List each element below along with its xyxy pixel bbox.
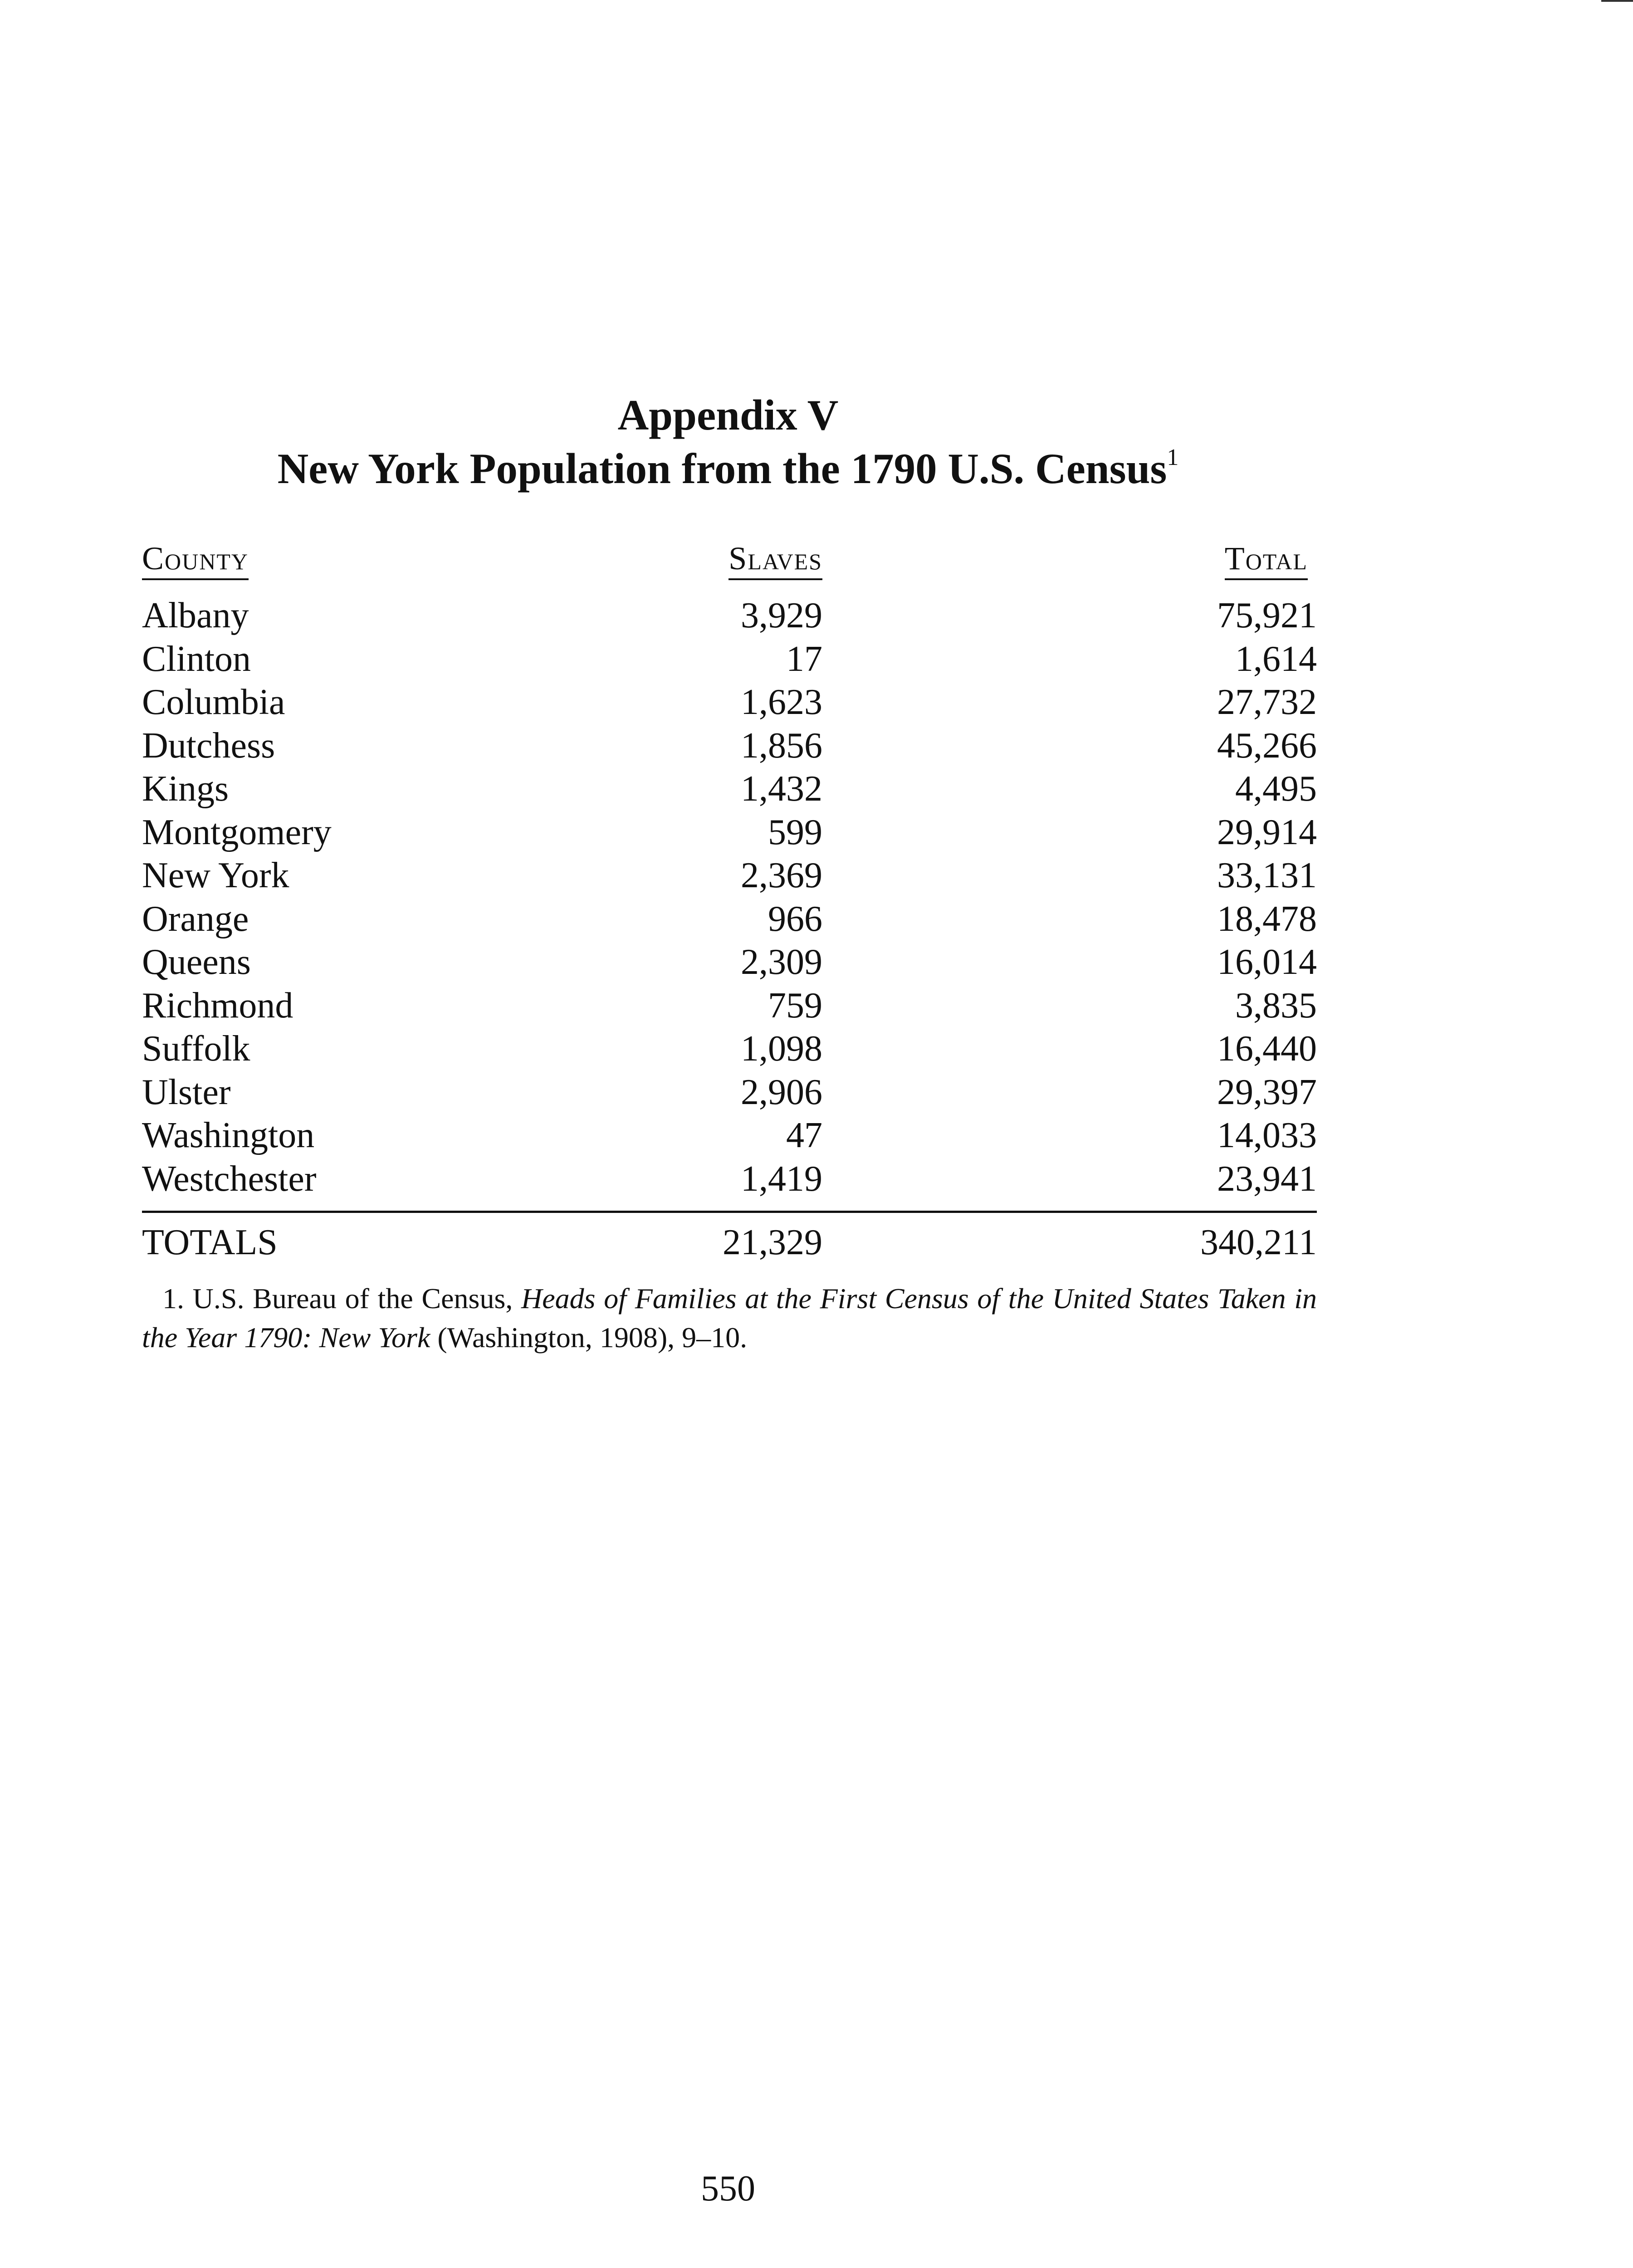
total-cell: 1,614	[1235, 639, 1317, 679]
total-cell: 29,397	[1217, 1072, 1317, 1112]
table-header	[142, 540, 1317, 585]
total-cell: 16,440	[1217, 1029, 1317, 1069]
table-row	[142, 811, 1317, 855]
total-cell: 14,033	[1217, 1115, 1317, 1155]
page-number: 550	[701, 2169, 755, 2209]
total-cell: 45,266	[1217, 725, 1317, 766]
slaves-cell: 17	[786, 639, 822, 679]
total-cell: 16,014	[1217, 942, 1317, 982]
slaves-cell: 759	[768, 985, 822, 1026]
table-row	[142, 724, 1317, 768]
total-cell: 18,478	[1217, 899, 1317, 939]
total-cell: 33,131	[1217, 855, 1317, 895]
header-slaves: Slaves	[728, 540, 822, 580]
footnote-marker: 1	[1167, 445, 1179, 470]
appendix-subtitle	[0, 444, 1456, 494]
county-cell: Kings	[142, 769, 229, 809]
slaves-cell: 47	[786, 1115, 822, 1155]
table-row	[142, 1114, 1317, 1158]
county-cell: Westchester	[142, 1158, 317, 1199]
header-county: County	[142, 540, 249, 580]
population-table	[142, 540, 1317, 1264]
slaves-cell: 599	[768, 812, 822, 852]
totals-slaves: 21,329	[723, 1222, 822, 1262]
total-cell: 29,914	[1217, 812, 1317, 852]
total-cell: 3,835	[1235, 985, 1317, 1026]
table-row	[142, 898, 1317, 941]
total-cell: 4,495	[1235, 769, 1317, 809]
header-total: Total	[1225, 540, 1308, 580]
table-row	[142, 984, 1317, 1028]
table-body	[142, 594, 1317, 1201]
total-cell: 75,921	[1217, 596, 1317, 635]
county-cell: Albany	[142, 596, 249, 635]
slaves-cell: 1,432	[741, 769, 822, 809]
total-cell: 27,732	[1217, 682, 1317, 722]
table-row	[142, 638, 1317, 681]
table-row	[142, 941, 1317, 984]
slaves-cell: 966	[768, 899, 822, 939]
slaves-cell: 2,369	[741, 855, 822, 895]
footnote-number: 1.	[162, 1282, 184, 1315]
county-cell: Queens	[142, 942, 251, 982]
totals-row	[142, 1221, 1317, 1264]
slaves-cell: 2,906	[741, 1072, 822, 1112]
slaves-cell: 3,929	[741, 596, 822, 635]
table-row	[142, 1158, 1317, 1201]
subtitle-text: New York Population from the 1790 U.S. Census	[277, 445, 1167, 493]
table-row	[142, 594, 1317, 638]
county-cell: New York	[142, 855, 289, 895]
county-cell: Richmond	[142, 985, 293, 1026]
slaves-cell: 1,098	[741, 1029, 822, 1069]
county-cell: Orange	[142, 899, 249, 939]
footnote-text-after: (Washington, 1908), 9–10.	[437, 1321, 748, 1354]
total-cell: 23,941	[1217, 1158, 1317, 1199]
footnote-italic-title: Heads of Families at the First Census of the United States Taken in the Year 1790: New York	[142, 1282, 1317, 1354]
slaves-cell: 2,309	[741, 942, 822, 982]
totals-total: 340,211	[1200, 1222, 1317, 1262]
county-cell: Dutchess	[142, 725, 275, 766]
county-cell: Suffolk	[142, 1029, 250, 1069]
title-block	[0, 390, 1456, 494]
slaves-cell: 1,856	[741, 725, 822, 766]
county-cell: Washington	[142, 1115, 315, 1155]
footnote	[142, 1279, 1317, 1357]
slaves-cell: 1,419	[741, 1158, 822, 1199]
county-cell: Ulster	[142, 1072, 231, 1112]
table-row	[142, 1071, 1317, 1114]
appendix-title: Appendix V	[617, 391, 839, 439]
county-cell: Columbia	[142, 682, 285, 722]
table-row	[142, 681, 1317, 724]
table-row	[142, 854, 1317, 898]
footnote-text-before: U.S. Bureau of the Census,	[192, 1282, 513, 1315]
table-row	[142, 1027, 1317, 1071]
county-cell: Clinton	[142, 639, 251, 679]
totals-rule	[142, 1211, 1317, 1213]
county-cell: Montgomery	[142, 812, 332, 852]
table-row	[142, 767, 1317, 811]
totals-label: TOTALS	[142, 1222, 278, 1262]
corner-mark	[1601, 0, 1633, 2]
slaves-cell: 1,623	[741, 682, 822, 722]
